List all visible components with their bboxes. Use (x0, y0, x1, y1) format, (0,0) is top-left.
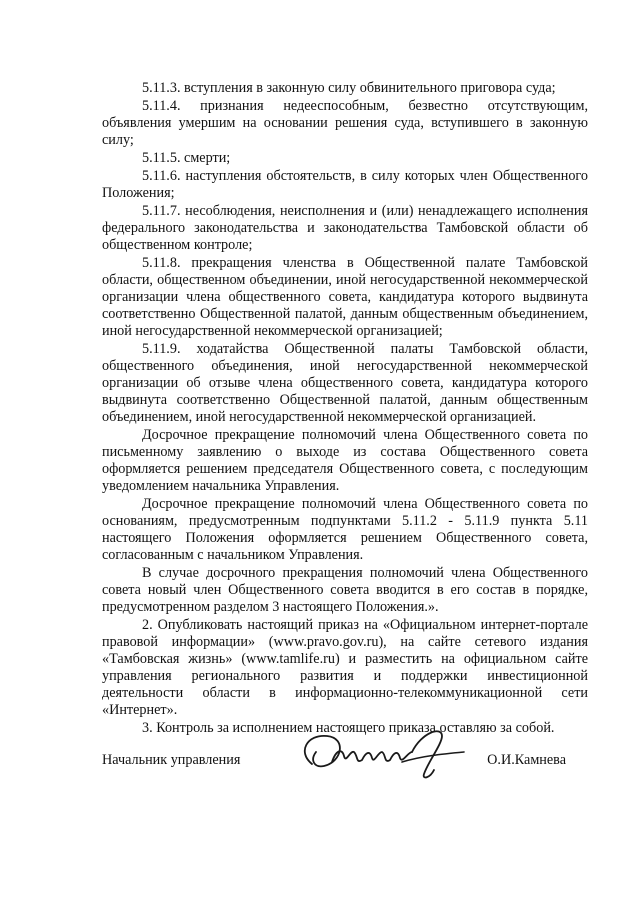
paragraph-5-11-8: 5.11.8. прекращения членства в Общественной палате Тамбовской области, общественном объединении, иной негосударственной некоммерческой организации члена общественного совета, кандидатура которого выдвинута соответственно Общественной палатой, данным общественным объединением, иной негосударственной некоммерческой организацией; (102, 255, 588, 339)
signatory-title: Начальник управления (102, 752, 241, 768)
signature-block (102, 722, 588, 792)
paragraph-early-termination-by-grounds: Досрочное прекращение полномочий члена Общественного совета по основаниям, предусмотренным подпунктами 5.11.2 - 5.11.9 пункта 5.11 настоящего Положения оформляется решением Общественного совета, согласованным с начальником Управления. (102, 496, 588, 563)
paragraph-5-11-6: 5.11.6. наступления обстоятельств, в силу которых член Общественного Положения; (102, 168, 588, 201)
paragraph-5-11-5: 5.11.5. смерти; (142, 150, 231, 166)
paragraph-new-member: В случае досрочного прекращения полномочий члена Общественного совета новый член Общественного совета вводится в его состав в порядке, предусмотренном разделом 3 настоящего Положения.». (102, 565, 588, 615)
handwritten-signature (292, 722, 472, 782)
signatory-name: О.И.Камнева (487, 752, 566, 768)
document-body (102, 80, 588, 738)
paragraph-5-11-4: 5.11.4. признания недееспособным, безвестно отсутствующим, объявления умершим на основании решения суда, вступившего в законную силу; (102, 98, 588, 148)
paragraph-5-11-7: 5.11.7. несоблюдения, неисполнения и (или) ненадлежащего исполнения федерального законодательства и законодательства Тамбовской области об общественном контроле; (102, 203, 588, 253)
paragraph-early-termination-by-request: Досрочное прекращение полномочий члена Общественного совета по письменному заявлению о выходе из состава Общественного совета оформляется решением председателя Общественного совета, с последующим уведомлением начальника Управления. (102, 427, 588, 494)
paragraph-publish-order: 2. Опубликовать настоящий приказ на «Официальном интернет-портале правовой информации» (www.pravo.gov.ru), на сайте сетевого издания «Тамбовская жизнь» (www.tamlife.ru) и разместить на официальном сайте управления регионального развития и поддержки инвестиционной деятельности области в информационно-телекоммуникационной сети «Интернет». (102, 617, 588, 718)
paragraph-control: 3. Контроль за исполнением настоящего приказа оставляю за собой. (142, 720, 555, 736)
paragraph-5-11-3: 5.11.3. вступления в законную силу обвинительного приговора суда; (142, 80, 556, 96)
paragraph-5-11-9: 5.11.9. ходатайства Общественной палаты Тамбовской области, общественного объединения, иной негосударственной некоммерческой организации об отзыве члена общественного совета, кандидатура которого выдвинута соответственно Общественной палатой, данным общественным объединением, иной негосударственной некоммерческой организацией. (102, 341, 588, 425)
